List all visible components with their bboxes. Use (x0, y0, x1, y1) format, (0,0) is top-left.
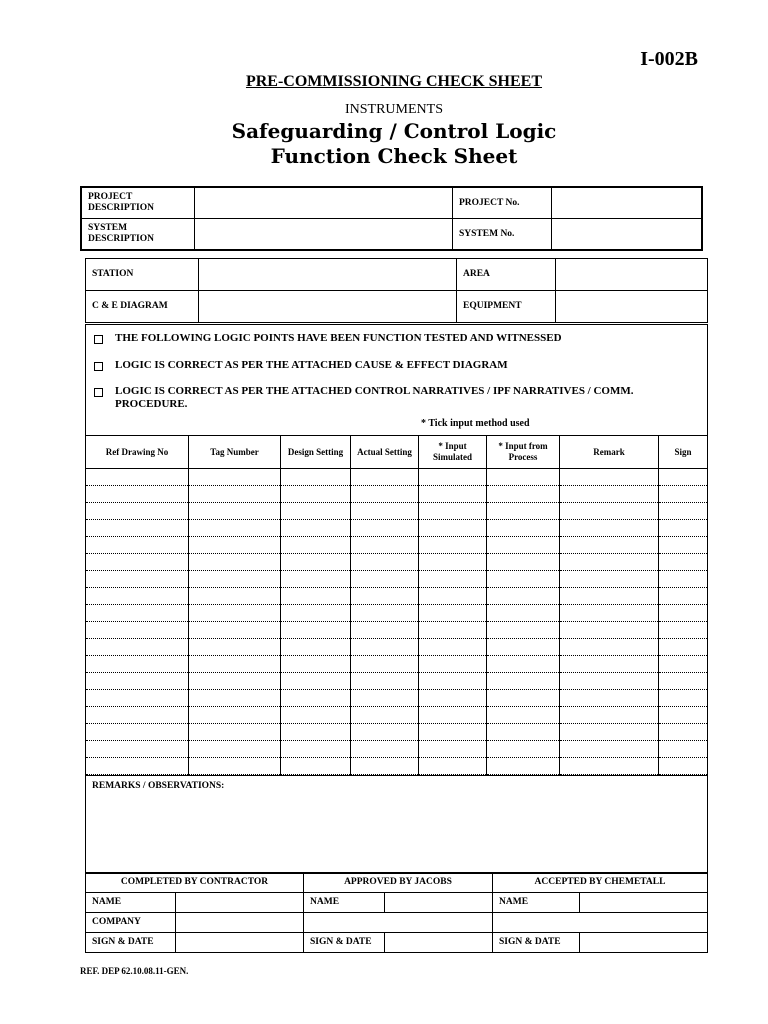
ce-diagram-field[interactable] (199, 291, 457, 323)
table-cell[interactable] (487, 673, 560, 690)
station-field[interactable] (199, 259, 457, 291)
checklist-item: THE FOLLOWING LOGIC POINTS HAVE BEEN FUNCTION TESTED AND WITNESSED (94, 332, 562, 344)
table-cell[interactable] (281, 503, 351, 520)
table-cell[interactable] (189, 673, 281, 690)
discipline-label: INSTRUMENTS (344, 102, 443, 117)
table-cell[interactable] (659, 758, 708, 775)
table-cell[interactable] (86, 639, 189, 656)
table-cell[interactable] (560, 707, 659, 724)
checklist-item: LOGIC IS CORRECT AS PER THE ATTACHED CONTROL NARRATIVES / IPF NARRATIVES / COMM. PROCEDURE. (94, 385, 654, 411)
table-row (86, 520, 708, 537)
footer-reference: REF. DEP 62.10.08.11-GEN. (80, 966, 189, 976)
area-field[interactable] (556, 259, 708, 291)
table-cell[interactable] (86, 673, 189, 690)
table-cell[interactable] (351, 588, 419, 605)
jacobs-company-blank (304, 913, 493, 933)
table-cell[interactable] (659, 622, 708, 639)
table-row (86, 639, 708, 656)
table-cell[interactable] (419, 656, 487, 673)
table-cell[interactable] (487, 486, 560, 503)
table-cell[interactable] (419, 758, 487, 775)
table-cell[interactable] (659, 639, 708, 656)
table-cell[interactable] (86, 537, 189, 554)
table-cell[interactable] (659, 537, 708, 554)
table-cell[interactable] (487, 537, 560, 554)
table-cell[interactable] (487, 622, 560, 639)
table-row (86, 486, 708, 503)
table-cell[interactable] (560, 537, 659, 554)
approved-by-header: APPROVED BY JACOBS (304, 873, 493, 893)
table-row (86, 469, 708, 486)
table-cell[interactable] (281, 707, 351, 724)
table-cell[interactable] (351, 469, 419, 486)
page-title: PRE-COMMISSIONING CHECK SHEET (245, 73, 543, 90)
table-cell[interactable] (351, 622, 419, 639)
table-cell[interactable] (419, 554, 487, 571)
table-cell[interactable] (189, 758, 281, 775)
table-row (86, 690, 708, 707)
system-no-label: SYSTEM No. (453, 219, 552, 251)
table-cell[interactable] (86, 690, 189, 707)
table-row (86, 724, 708, 741)
table-cell[interactable] (419, 622, 487, 639)
table-cell[interactable] (659, 503, 708, 520)
table-cell[interactable] (659, 690, 708, 707)
table-cell[interactable] (351, 554, 419, 571)
table-cell[interactable] (189, 537, 281, 554)
table-cell[interactable] (560, 503, 659, 520)
table-cell[interactable] (189, 656, 281, 673)
table-cell[interactable] (419, 605, 487, 622)
table-cell[interactable] (351, 537, 419, 554)
contractor-sign-date-field[interactable] (176, 933, 304, 953)
table-row (86, 741, 708, 758)
table-cell[interactable] (189, 707, 281, 724)
table-cell[interactable] (659, 571, 708, 588)
table-cell[interactable] (189, 503, 281, 520)
table-cell[interactable] (86, 588, 189, 605)
table-cell[interactable] (487, 707, 560, 724)
table-cell[interactable] (189, 520, 281, 537)
contractor-company-field[interactable] (176, 913, 304, 933)
table-cell[interactable] (419, 571, 487, 588)
table-cell[interactable] (560, 588, 659, 605)
table-cell[interactable] (189, 469, 281, 486)
table-cell[interactable] (487, 690, 560, 707)
contractor-company-label: COMPANY (86, 913, 176, 933)
table-cell[interactable] (86, 758, 189, 775)
table-cell[interactable] (560, 622, 659, 639)
table-cell[interactable] (560, 656, 659, 673)
table-cell[interactable] (351, 758, 419, 775)
table-cell[interactable] (351, 639, 419, 656)
table-cell[interactable] (86, 605, 189, 622)
table-cell[interactable] (86, 707, 189, 724)
table-cell[interactable] (487, 758, 560, 775)
equipment-label: EQUIPMENT (457, 291, 556, 323)
table-cell[interactable] (560, 554, 659, 571)
checklist-box (85, 324, 708, 436)
table-cell[interactable] (351, 690, 419, 707)
table-cell[interactable] (86, 724, 189, 741)
table-row (86, 673, 708, 690)
table-cell[interactable] (351, 724, 419, 741)
table-row (86, 758, 708, 775)
table-cell[interactable] (189, 724, 281, 741)
table-cell[interactable] (487, 741, 560, 758)
jacobs-sign-date-label: SIGN & DATE (304, 933, 385, 953)
contractor-name-label: NAME (86, 893, 176, 913)
chemetall-sign-date-label: SIGN & DATE (493, 933, 580, 953)
col-actual-setting: Actual Setting (351, 436, 419, 469)
subtitle-line-1: Safeguarding / Control Logic (231, 119, 557, 143)
table-cell[interactable] (281, 486, 351, 503)
col-remark: Remark (560, 436, 659, 469)
table-cell[interactable] (419, 486, 487, 503)
chemetall-sign-date-field[interactable] (580, 933, 708, 953)
project-info-table (80, 186, 703, 251)
signoff-table (85, 872, 708, 953)
table-cell[interactable] (487, 554, 560, 571)
table-cell[interactable] (351, 673, 419, 690)
table-cell[interactable] (560, 639, 659, 656)
table-cell[interactable] (487, 639, 560, 656)
table-cell[interactable] (560, 520, 659, 537)
checkbox-icon[interactable] (94, 362, 103, 371)
table-row (86, 503, 708, 520)
table-cell[interactable] (86, 656, 189, 673)
checkbox-icon[interactable] (94, 335, 103, 344)
table-cell[interactable] (281, 656, 351, 673)
table-cell[interactable] (560, 605, 659, 622)
table-cell[interactable] (560, 741, 659, 758)
table-row (86, 588, 708, 605)
table-cell[interactable] (659, 469, 708, 486)
table-cell[interactable] (281, 588, 351, 605)
logic-check-grid (85, 435, 708, 775)
document-code: I-002B (640, 48, 698, 70)
table-cell[interactable] (560, 469, 659, 486)
table-cell[interactable] (659, 520, 708, 537)
col-input-from-process: * Input from Process (487, 436, 560, 469)
table-cell[interactable] (419, 588, 487, 605)
table-cell[interactable] (487, 503, 560, 520)
table-cell[interactable] (659, 656, 708, 673)
table-cell[interactable] (560, 673, 659, 690)
table-cell[interactable] (659, 741, 708, 758)
table-cell[interactable] (351, 503, 419, 520)
table-cell[interactable] (86, 622, 189, 639)
table-row (86, 554, 708, 571)
table-cell[interactable] (189, 486, 281, 503)
table-cell[interactable] (86, 520, 189, 537)
table-cell[interactable] (351, 656, 419, 673)
subtitle-line-2: Function Check Sheet (270, 144, 518, 168)
table-cell[interactable] (281, 741, 351, 758)
ce-diagram-label: C & E DIAGRAM (86, 291, 199, 323)
table-cell[interactable] (86, 571, 189, 588)
station-info-table (85, 258, 708, 323)
table-cell[interactable] (281, 622, 351, 639)
table-cell[interactable] (281, 605, 351, 622)
project-no-label: PROJECT No. (453, 187, 552, 219)
table-cell[interactable] (560, 724, 659, 741)
table-cell[interactable] (659, 673, 708, 690)
table-cell[interactable] (189, 554, 281, 571)
table-cell[interactable] (281, 673, 351, 690)
table-cell[interactable] (419, 469, 487, 486)
equipment-field[interactable] (556, 291, 708, 323)
table-row (86, 571, 708, 588)
jacobs-sign-date-field[interactable] (385, 933, 493, 953)
table-cell[interactable] (659, 605, 708, 622)
table-cell[interactable] (560, 758, 659, 775)
chemetall-name-field[interactable] (580, 893, 708, 913)
table-cell[interactable] (189, 639, 281, 656)
chemetall-name-label: NAME (493, 893, 580, 913)
table-row (86, 656, 708, 673)
table-cell[interactable] (487, 520, 560, 537)
table-cell[interactable] (560, 690, 659, 707)
table-cell[interactable] (189, 605, 281, 622)
table-cell[interactable] (189, 571, 281, 588)
table-cell[interactable] (659, 486, 708, 503)
table-cell[interactable] (659, 554, 708, 571)
col-sign: Sign (659, 436, 708, 469)
table-cell[interactable] (560, 486, 659, 503)
col-tag-number: Tag Number (189, 436, 281, 469)
jacobs-name-label: NAME (304, 893, 385, 913)
table-cell[interactable] (281, 639, 351, 656)
table-cell[interactable] (419, 537, 487, 554)
table-cell[interactable] (281, 537, 351, 554)
col-design-setting: Design Setting (281, 436, 351, 469)
table-cell[interactable] (487, 469, 560, 486)
table-cell[interactable] (86, 503, 189, 520)
project-no-field[interactable] (552, 187, 703, 219)
table-cell[interactable] (351, 707, 419, 724)
table-cell[interactable] (419, 639, 487, 656)
table-row (86, 605, 708, 622)
table-cell[interactable] (281, 724, 351, 741)
table-cell[interactable] (419, 690, 487, 707)
table-cell[interactable] (487, 605, 560, 622)
project-description-field[interactable] (195, 187, 453, 219)
table-cell[interactable] (487, 588, 560, 605)
table-cell[interactable] (419, 707, 487, 724)
remarks-label: REMARKS / OBSERVATIONS: (92, 781, 225, 791)
table-cell[interactable] (351, 605, 419, 622)
table-cell[interactable] (659, 588, 708, 605)
table-cell[interactable] (351, 486, 419, 503)
col-ref-drawing: Ref Drawing No (86, 436, 189, 469)
table-cell[interactable] (189, 588, 281, 605)
table-cell[interactable] (86, 486, 189, 503)
table-cell[interactable] (560, 571, 659, 588)
table-cell[interactable] (281, 554, 351, 571)
tick-note: * Tick input method used (421, 418, 530, 429)
table-row (86, 537, 708, 554)
system-description-label: SYSTEM DESCRIPTION (81, 219, 195, 251)
table-cell[interactable] (189, 741, 281, 758)
table-cell[interactable] (487, 656, 560, 673)
table-cell[interactable] (419, 724, 487, 741)
system-no-field[interactable] (552, 219, 703, 251)
table-cell[interactable] (487, 724, 560, 741)
project-description-label: PROJECT DESCRIPTION (81, 187, 195, 219)
table-cell[interactable] (351, 741, 419, 758)
table-row (86, 707, 708, 724)
table-row (86, 622, 708, 639)
table-cell[interactable] (281, 571, 351, 588)
completed-by-header: COMPLETED BY CONTRACTOR (86, 873, 304, 893)
table-cell[interactable] (86, 469, 189, 486)
table-cell[interactable] (281, 690, 351, 707)
table-cell[interactable] (419, 673, 487, 690)
col-input-simulated: * Input Simulated (419, 436, 487, 469)
remarks-box[interactable] (85, 775, 708, 874)
checklist-item: LOGIC IS CORRECT AS PER THE ATTACHED CAUSE & EFFECT DIAGRAM (94, 359, 508, 371)
table-cell[interactable] (351, 520, 419, 537)
table-cell[interactable] (281, 469, 351, 486)
accepted-by-header: ACCEPTED BY CHEMETALL (493, 873, 708, 893)
contractor-sign-date-label: SIGN & DATE (86, 933, 176, 953)
table-cell[interactable] (189, 622, 281, 639)
area-label: AREA (457, 259, 556, 291)
table-cell[interactable] (419, 741, 487, 758)
table-cell[interactable] (351, 571, 419, 588)
table-cell[interactable] (86, 554, 189, 571)
system-description-field[interactable] (195, 219, 453, 251)
jacobs-name-field[interactable] (385, 893, 493, 913)
table-cell[interactable] (281, 758, 351, 775)
table-cell[interactable] (419, 520, 487, 537)
chemetall-company-blank (493, 913, 708, 933)
table-cell[interactable] (659, 724, 708, 741)
checkbox-icon[interactable] (94, 388, 103, 397)
station-label: STATION (86, 259, 199, 291)
contractor-name-field[interactable] (176, 893, 304, 913)
table-cell[interactable] (419, 503, 487, 520)
table-cell[interactable] (487, 571, 560, 588)
table-cell[interactable] (189, 690, 281, 707)
table-cell[interactable] (659, 707, 708, 724)
table-cell[interactable] (86, 741, 189, 758)
table-cell[interactable] (281, 520, 351, 537)
